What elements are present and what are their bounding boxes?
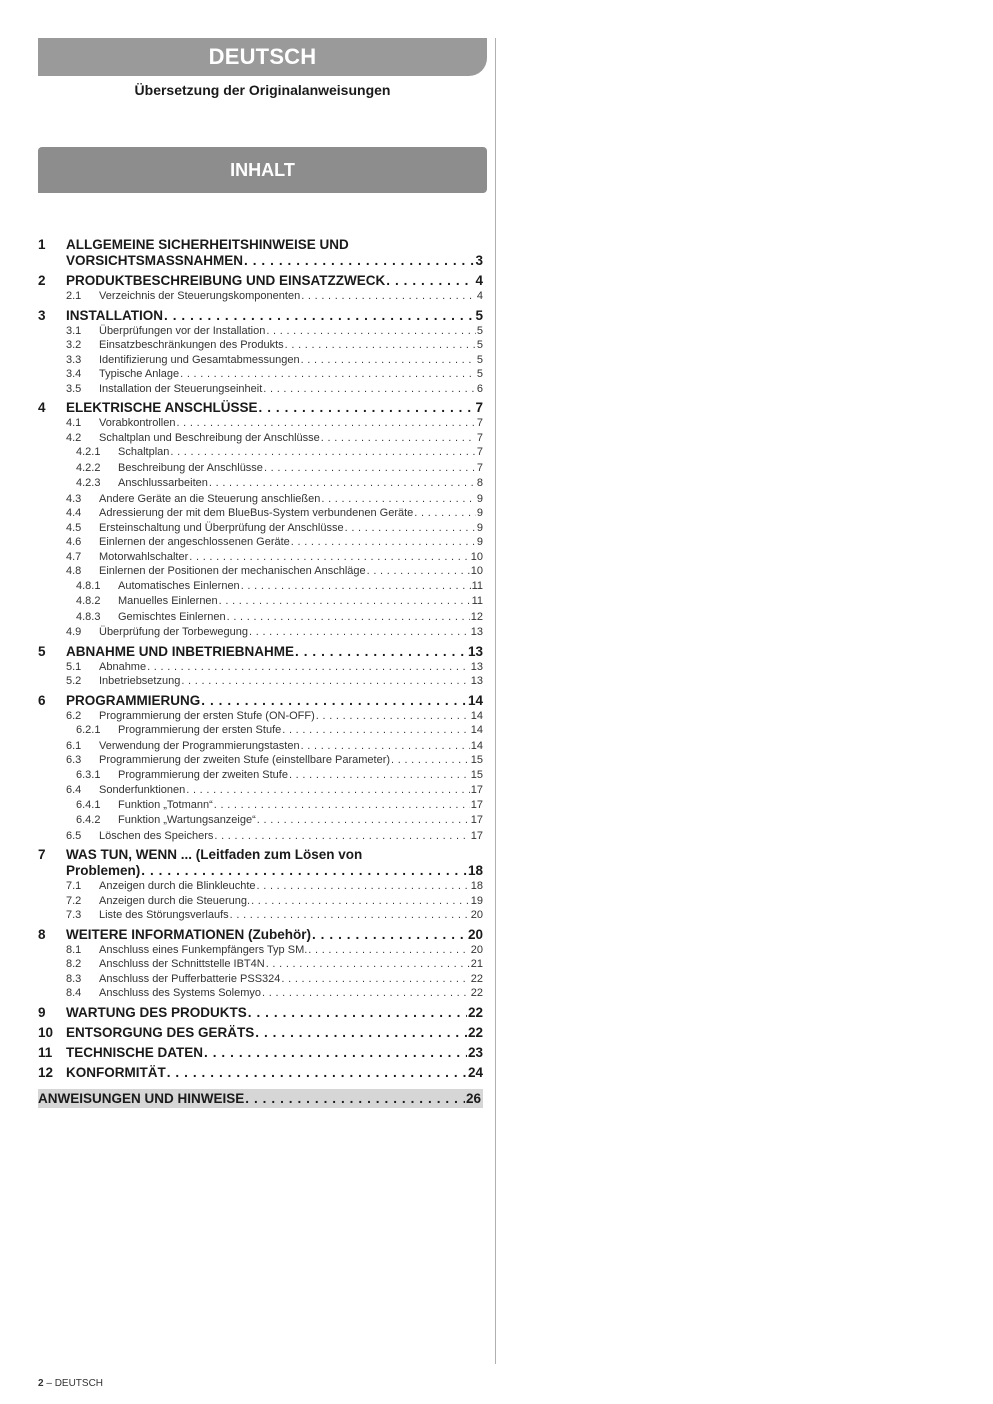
toc-entry-page: 22: [467, 1024, 483, 1040]
toc-entry-page: 7: [476, 446, 483, 458]
toc-entry-page: 6: [476, 382, 483, 395]
toc-entry-page: 22: [470, 972, 483, 985]
toc-entry-title: WARTUNG DES PRODUKTS: [66, 1004, 247, 1020]
toc-entry-number: 4.6: [66, 536, 82, 548]
toc-entry-subsection: [38, 476, 483, 492]
toc-entry-page: 22: [467, 1004, 483, 1020]
toc-leader-dots: [176, 416, 475, 431]
toc-entry-title: TECHNISCHE DATEN: [66, 1044, 204, 1060]
toc-leader-dots: [316, 709, 470, 724]
toc-leader-dots: [214, 798, 470, 814]
toc-leader-dots: [301, 289, 476, 304]
toc-entry-title: Adressierung der mit dem BlueBus-System verbundenen Geräte: [99, 507, 414, 519]
table-of-contents: [38, 233, 483, 1108]
toc-entry-section: [38, 879, 483, 894]
toc-entry-section: [38, 943, 483, 958]
toc-entry-page: 5: [475, 307, 483, 323]
toc-entry-page: 15: [470, 768, 483, 781]
toc-entry-title-line: [38, 863, 483, 879]
toc-entry-number: 5.1: [66, 660, 82, 673]
toc-entry-subsection: [38, 445, 483, 461]
toc-entry-title: Anschlussarbeiten: [118, 477, 208, 489]
toc-entry-title: Vorabkontrollen: [99, 417, 176, 429]
toc-entry-title: Funktion „Wartungsanzeige“: [118, 814, 256, 826]
toc-entry-number: 4.2.1: [76, 446, 101, 458]
toc-entry-section: [38, 674, 483, 689]
toc-entry-chapter: [38, 237, 483, 269]
toc-entry-section: [38, 535, 483, 550]
toc-entry-number: 4.2: [66, 431, 82, 444]
toc-entry-title: KONFORMITÄT: [66, 1064, 166, 1080]
toc-leader-dots: [170, 445, 476, 461]
toc-entry-page: 14: [470, 739, 483, 752]
toc-entry-title: Einlernen der Positionen der mechanischen Anschläge: [99, 565, 366, 577]
toc-entry-number: 8.1: [66, 943, 82, 956]
toc-entry-number: 11: [38, 1044, 53, 1060]
toc-entry-number: 1: [38, 237, 46, 252]
toc-entry-number: 8: [38, 926, 46, 942]
toc-leader-dots: [230, 908, 470, 923]
toc-entry-title: Überprüfungen vor der Installation: [99, 324, 266, 337]
toc-entry-title: Programmierung der ersten Stufe: [118, 724, 282, 736]
toc-entry-page: 7: [475, 400, 483, 415]
toc-entry-subsection: [38, 610, 483, 626]
toc-entry-page: 9: [476, 536, 483, 548]
toc-leader-dots: [244, 253, 474, 269]
toc-entry-number: 6.4.2: [76, 814, 101, 826]
toc-leader-dots: [321, 431, 476, 446]
toc-entry-page: 5: [476, 324, 483, 337]
toc-entry-section: [38, 908, 483, 923]
toc-entry-title: Anschluss eines Funkempfängers Typ SM.: [99, 943, 308, 956]
toc-entry-number: 10: [38, 1024, 54, 1040]
toc-entry-number: 4: [38, 400, 46, 415]
toc-entry-title: Programmierung der ersten Stufe (ON-OFF): [99, 709, 315, 722]
toc-entry-number: 7.1: [66, 880, 82, 892]
toc-entry-page: 22: [470, 987, 483, 999]
toc-entry-subsection: [38, 594, 483, 610]
toc-entry-page: 13: [470, 626, 483, 638]
toc-leader-dots: [245, 1089, 465, 1108]
toc-entry-title: ELEKTRISCHE ANSCHLÜSSE: [66, 400, 258, 415]
toc-heading: INHALT: [38, 147, 487, 193]
toc-entry-subsection: [38, 798, 483, 814]
toc-leader-dots: [201, 693, 467, 709]
toc-entry-title: Sonderfunktionen: [99, 784, 186, 796]
toc-entry-page: 9: [476, 521, 483, 534]
toc-entry-page: 11: [471, 595, 483, 607]
page-footer: [38, 1378, 103, 1389]
toc-entry-page: 19: [470, 894, 483, 907]
footer-separator: –: [43, 1378, 55, 1389]
toc-entry-page: 5: [476, 368, 483, 380]
toc-entry-section: [38, 289, 483, 304]
toc-entry-title: Programmierung der zweiten Stufe (einstellbare Parameter): [99, 754, 391, 766]
toc-entry-section: [38, 986, 483, 1001]
toc-entry-section: [38, 492, 483, 507]
toc-entry-page: 20: [470, 943, 483, 956]
toc-entry-section: [38, 382, 483, 397]
toc-entry-number: 7.3: [66, 909, 82, 921]
column-divider: [495, 38, 496, 1364]
toc-entry-title: Automatisches Einlernen: [118, 579, 240, 592]
toc-entry-chapter: [38, 1065, 483, 1081]
toc-entry-number: 3.3: [66, 353, 82, 366]
toc-leader-dots: [263, 382, 476, 397]
toc-entry-chapter: [38, 847, 483, 879]
toc-leader-dots: [321, 492, 476, 507]
toc-entry-section: [38, 506, 483, 521]
toc-entry-title: INSTALLATION: [66, 307, 163, 323]
toc-leader-dots: [241, 579, 471, 595]
toc-entry-title: PROGRAMMIERUNG: [66, 692, 201, 708]
toc-entry-title: WEITERE INFORMATIONEN (Zubehör): [66, 926, 311, 942]
toc-entry-page: 20: [470, 909, 483, 921]
toc-leader-dots: [391, 753, 470, 768]
toc-entry-page: 14: [467, 692, 483, 708]
toc-entry-page: 12: [470, 610, 483, 623]
toc-entry-number: 8.4: [66, 987, 82, 999]
toc-entry-chapter: [38, 1045, 483, 1061]
toc-entry-number: 6.4: [66, 784, 82, 796]
toc-entry-page: 8: [476, 477, 483, 489]
toc-entry-title: Verzeichnis der Steuerungskomponenten: [99, 290, 301, 302]
toc-leader-dots: [295, 644, 467, 660]
toc-entry-title: Installation der Steuerungseinheit: [99, 382, 263, 395]
toc-entry-number: 4.2.3: [76, 477, 101, 489]
toc-leader-dots: [227, 610, 470, 626]
toc-entry-page: 26: [465, 1090, 481, 1106]
toc-entry-subsection: [38, 723, 483, 739]
toc-entry-number: 6: [38, 692, 46, 708]
toc-entry-number: 6.2.1: [76, 724, 101, 736]
toc-entry-title: Funktion „Totmann“: [118, 798, 213, 811]
toc-entry-title-continued: Problemen): [66, 863, 141, 878]
toc-entry-page: 17: [470, 798, 483, 811]
toc-entry-title: Einlernen der angeschlossenen Geräte: [99, 536, 290, 548]
toc-entry-section: [38, 416, 483, 431]
toc-entry-section: [38, 564, 483, 579]
toc-entry-chapter: [38, 693, 483, 709]
toc-leader-dots: [308, 943, 469, 958]
toc-entry-number: 6.2: [66, 709, 82, 722]
toc-entry-number: 6.1: [66, 739, 82, 752]
toc-entry-number: 8.2: [66, 958, 82, 970]
toc-entry-page: 24: [467, 1064, 483, 1080]
toc-entry-title: Schaltplan und Beschreibung der Anschlüsse: [99, 431, 320, 444]
toc-leader-dots: [249, 625, 470, 640]
toc-entry-page: 9: [476, 492, 483, 505]
toc-entry-chapter: [38, 644, 483, 660]
toc-entry-page: 21: [470, 958, 483, 970]
toc-entry-number: 4.8.3: [76, 610, 101, 623]
toc-entry-title: Andere Geräte an die Steuerung anschließen: [99, 492, 321, 505]
toc-entry-number: 6.5: [66, 829, 82, 842]
toc-entry-section: [38, 625, 483, 640]
toc-entry-page: 4: [475, 273, 483, 288]
toc-leader-dots: [257, 879, 470, 894]
toc-entry-title: Inbetriebsetzung: [99, 675, 181, 687]
toc-entry-title: Gemischtes Einlernen: [118, 610, 226, 623]
toc-entry-title-line: [38, 237, 483, 253]
toc-entry-number: 4.8: [66, 565, 82, 577]
toc-leader-dots: [301, 739, 470, 754]
toc-entry-subsection: [38, 461, 483, 477]
toc-leader-dots: [219, 594, 471, 610]
toc-entry-number: 4.4: [66, 507, 82, 519]
toc-entry-number: 12: [38, 1064, 54, 1080]
toc-entry-number: 4.8.1: [76, 579, 101, 592]
toc-entry-page: 14: [470, 724, 483, 736]
toc-entry-annex: [38, 1089, 483, 1108]
toc-leader-dots: [262, 986, 470, 1001]
toc-entry-number: 4.9: [66, 626, 82, 638]
toc-entry-number: 4.7: [66, 550, 82, 563]
language-header: DEUTSCH: [38, 38, 487, 76]
toc-entry-subsection: [38, 768, 483, 784]
toc-entry-number: 7: [38, 847, 46, 862]
toc-leader-dots: [204, 1045, 467, 1061]
toc-entry-page: 23: [467, 1044, 483, 1060]
toc-entry-number: 5.2: [66, 675, 82, 687]
toc-entry-chapter: [38, 273, 483, 289]
toc-leader-dots: [285, 338, 476, 353]
toc-leader-dots: [167, 1065, 467, 1081]
toc-leader-dots: [257, 813, 470, 829]
toc-leader-dots: [141, 863, 467, 879]
toc-entry-page: 11: [471, 579, 483, 592]
toc-entry-number: 8.3: [66, 972, 82, 985]
toc-entry-page: 10: [470, 565, 483, 577]
toc-entry-title: Manuelles Einlernen: [118, 595, 218, 607]
toc-leader-dots: [345, 521, 476, 536]
toc-entry-title: Motorwahlschalter: [99, 550, 189, 563]
toc-entry-page: 13: [470, 675, 483, 687]
toc-entry-page: 10: [470, 550, 483, 563]
toc-entry-section: [38, 957, 483, 972]
toc-leader-dots: [214, 829, 469, 844]
toc-entry-section: [38, 521, 483, 536]
toc-entry-title: Anschluss des Systems Solemyo: [99, 987, 262, 999]
toc-leader-dots: [282, 723, 470, 739]
toc-entry-title-line: [38, 253, 483, 269]
toc-entry-title: Abnahme: [99, 660, 147, 673]
toc-entry-number: 2.1: [66, 290, 82, 302]
toc-entry-page: 17: [470, 784, 483, 796]
toc-leader-dots: [189, 550, 469, 565]
toc-entry-number: 4.3: [66, 492, 82, 505]
toc-entry-subsection: [38, 813, 483, 829]
toc-entry-number: 6.3.1: [76, 768, 101, 781]
toc-entry-title: ALLGEMEINE SICHERHEITSHINWEISE UND: [66, 237, 349, 252]
toc-entry-page: 9: [476, 507, 483, 519]
toc-leader-dots: [291, 535, 476, 550]
toc-entry-number: 5: [38, 643, 46, 659]
toc-entry-title: Einsatzbeschränkungen des Produkts: [99, 339, 284, 351]
toc-entry-title: Anzeigen durch die Steuerung.: [99, 894, 251, 907]
toc-leader-dots: [289, 768, 470, 784]
toc-leader-dots: [180, 367, 476, 382]
footer-page-number: 2: [38, 1378, 44, 1389]
toc-entry-section: [38, 367, 483, 382]
toc-entry-page: 18: [467, 863, 483, 878]
toc-entry-chapter: [38, 1005, 483, 1021]
toc-entry-chapter: [38, 927, 483, 943]
toc-entry-title: WAS TUN, WENN ... (Leitfaden zum Lösen von: [66, 847, 363, 862]
toc-entry-title: Anschluss der Pufferbatterie PSS324: [99, 972, 281, 985]
toc-entry-title: Typische Anlage: [99, 368, 180, 380]
toc-entry-title: Schaltplan: [118, 446, 170, 458]
toc-entry-title: Verwendung der Programmierungstasten: [99, 739, 300, 752]
toc-entry-number: 3.2: [66, 339, 82, 351]
toc-entry-title: Identifizierung und Gesamtabmessungen: [99, 353, 300, 366]
toc-leader-dots: [248, 1005, 467, 1021]
toc-entry-page: 7: [476, 431, 483, 444]
toc-leader-dots: [259, 400, 475, 416]
toc-leader-dots: [255, 1025, 467, 1041]
document-subtitle: Übersetzung der Originalanweisungen: [134, 82, 391, 98]
toc-leader-dots: [251, 894, 470, 909]
toc-entry-page: 5: [476, 353, 483, 366]
toc-entry-number: 9: [38, 1004, 46, 1020]
toc-entry-section: [38, 783, 483, 798]
toc-entry-section: [38, 353, 483, 368]
toc-entry-section: [38, 894, 483, 909]
toc-entry-title: ANWEISUNGEN UND HINWEISE: [38, 1090, 245, 1106]
toc-entry-number: 3.4: [66, 368, 82, 380]
toc-entry-section: [38, 550, 483, 565]
toc-entry-section: [38, 972, 483, 987]
toc-entry-page: 17: [470, 829, 483, 842]
toc-entry-page: 4: [476, 290, 483, 302]
toc-entry-page: 20: [467, 926, 483, 942]
toc-leader-dots: [367, 564, 470, 579]
toc-entry-title: ABNAHME UND INBETRIEBNAHME: [66, 643, 294, 659]
toc-entry-section: [38, 739, 483, 754]
toc-entry-title: Liste des Störungsverlaufs: [99, 909, 229, 921]
toc-leader-dots: [414, 506, 476, 521]
toc-entry-title: ENTSORGUNG DES GERÄTS: [66, 1024, 255, 1040]
toc-entry-number: 3.5: [66, 382, 82, 395]
toc-entry-section: [38, 431, 483, 446]
toc-entry-number: 2: [38, 273, 46, 288]
toc-entry-number: 4.8.2: [76, 595, 101, 607]
toc-entry-title: Ersteinschaltung und Überprüfung der Anschlüsse: [99, 521, 344, 534]
toc-leader-dots: [264, 461, 476, 477]
toc-entry-subsection: [38, 579, 483, 595]
toc-entry-title: Beschreibung der Anschlüsse: [118, 461, 263, 474]
toc-leader-dots: [266, 957, 470, 972]
toc-entry-title: Programmierung der zweiten Stufe: [118, 768, 288, 781]
toc-leader-dots: [186, 783, 470, 798]
toc-leader-dots: [147, 660, 470, 675]
toc-entry-chapter: [38, 400, 483, 416]
toc-entry-number: 4.5: [66, 521, 82, 534]
toc-entry-title-continued: VORSICHTSMASSNAHMEN: [66, 253, 244, 268]
toc-entry-section: [38, 338, 483, 353]
toc-entry-number: 4.1: [66, 417, 82, 429]
toc-entry-title: Überprüfung der Torbewegung: [99, 626, 249, 638]
toc-entry-title: Löschen des Speichers: [99, 829, 214, 842]
toc-entry-number: 3.1: [66, 324, 82, 337]
toc-entry-section: [38, 324, 483, 339]
toc-entry-chapter: [38, 1025, 483, 1041]
toc-entry-number: 4.2.2: [76, 461, 101, 474]
toc-entry-section: [38, 829, 483, 844]
toc-leader-dots: [181, 674, 469, 689]
toc-entry-number: 6.3: [66, 754, 82, 766]
toc-leader-dots: [386, 273, 474, 289]
toc-entry-number: 7.2: [66, 894, 82, 907]
toc-entry-section: [38, 753, 483, 768]
toc-entry-number: 3: [38, 307, 46, 323]
toc-leader-dots: [266, 324, 476, 339]
toc-entry-number: 6.4.1: [76, 798, 101, 811]
toc-leader-dots: [164, 308, 474, 324]
toc-entry-page: 18: [470, 880, 483, 892]
toc-entry-page: 15: [470, 754, 483, 766]
toc-leader-dots: [301, 353, 476, 368]
toc-leader-dots: [281, 972, 469, 987]
toc-leader-dots: [209, 476, 476, 492]
toc-entry-page: 14: [470, 709, 483, 722]
toc-entry-section: [38, 660, 483, 675]
toc-entry-page: 5: [476, 339, 483, 351]
toc-entry-title: Anschluss der Schnittstelle IBT4N: [99, 958, 265, 970]
toc-entry-page: 13: [470, 660, 483, 673]
toc-entry-title-line: [38, 847, 483, 863]
toc-entry-chapter: [38, 308, 483, 324]
toc-entry-section: [38, 709, 483, 724]
toc-entry-page: 17: [470, 814, 483, 826]
toc-entry-page: 7: [476, 461, 483, 474]
toc-entry-page: 13: [467, 643, 483, 659]
toc-entry-page: 3: [475, 253, 483, 268]
footer-language: DEUTSCH: [54, 1378, 104, 1389]
toc-entry-title: Anzeigen durch die Blinkleuchte: [99, 880, 256, 892]
toc-entry-page: 7: [476, 417, 483, 429]
toc-leader-dots: [312, 927, 467, 943]
toc-entry-title: PRODUKTBESCHREIBUNG UND EINSATZZWECK: [66, 273, 386, 288]
